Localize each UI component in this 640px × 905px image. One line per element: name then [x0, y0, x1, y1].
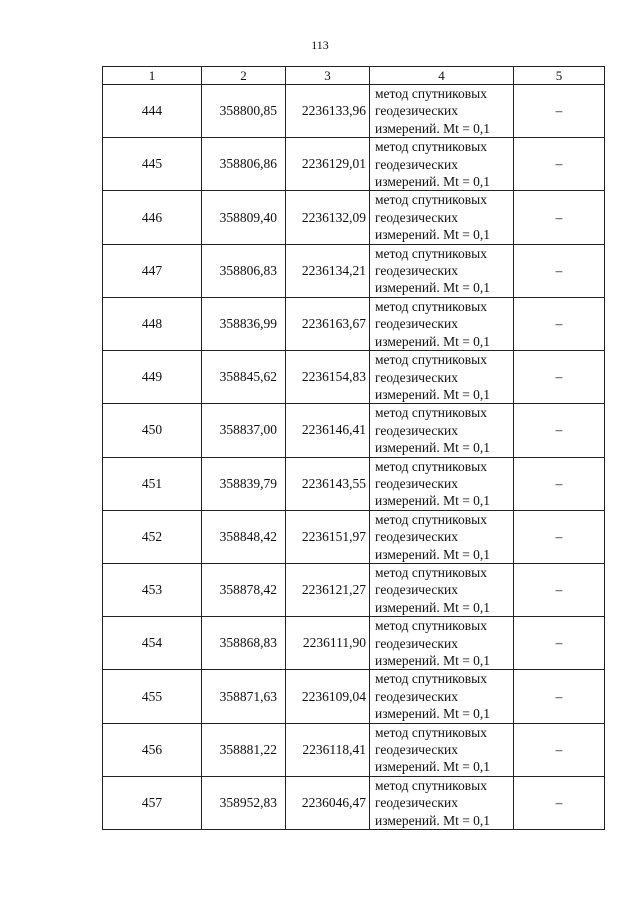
y-coordinate-cell: 2236118,41 — [286, 723, 370, 776]
y-coordinate-cell: 2236111,90 — [286, 617, 370, 670]
x-coordinate-cell: 358836,99 — [202, 297, 286, 350]
column-header: 4 — [370, 67, 514, 85]
table-row — [103, 563, 605, 616]
y-coordinate-cell: 2236046,47 — [286, 776, 370, 829]
x-coordinate-cell: 358839,79 — [202, 457, 286, 510]
note-cell: – — [514, 723, 605, 776]
y-coordinate-cell: 2236129,01 — [286, 138, 370, 191]
point-number-cell: 450 — [103, 404, 202, 457]
method-line: геодезических — [375, 475, 458, 491]
method-line: измерений. Mt = 0,1 — [375, 440, 491, 456]
method-line: геодезических — [375, 369, 458, 385]
method-line: метод спутниковых — [375, 564, 487, 580]
method-cell — [370, 85, 514, 138]
table-row — [103, 351, 605, 404]
x-coordinate-cell: 358845,62 — [202, 351, 286, 404]
method-line: метод спутниковых — [375, 298, 487, 314]
x-coordinate-cell: 358806,86 — [202, 138, 286, 191]
table-row — [103, 617, 605, 670]
y-coordinate-cell: 2236133,96 — [286, 85, 370, 138]
method-line: геодезических — [375, 209, 458, 225]
method-line: метод спутниковых — [375, 458, 487, 474]
point-number-cell: 451 — [103, 457, 202, 510]
method-cell — [370, 670, 514, 723]
point-number-cell: 449 — [103, 351, 202, 404]
note-cell: – — [514, 244, 605, 297]
point-number-cell: 454 — [103, 617, 202, 670]
method-cell — [370, 191, 514, 244]
y-coordinate-cell: 2236143,55 — [286, 457, 370, 510]
note-cell: – — [514, 351, 605, 404]
note-cell: – — [514, 670, 605, 723]
method-line: геодезических — [375, 742, 458, 758]
coordinates-table — [102, 66, 605, 830]
method-line: геодезических — [375, 582, 458, 598]
note-cell: – — [514, 297, 605, 350]
x-coordinate-cell: 358868,83 — [202, 617, 286, 670]
x-coordinate-cell: 358806,83 — [202, 244, 286, 297]
note-cell: – — [514, 510, 605, 563]
y-coordinate-cell: 2236151,97 — [286, 510, 370, 563]
method-line: измерений. Mt = 0,1 — [375, 493, 491, 509]
x-coordinate-cell: 358952,83 — [202, 776, 286, 829]
method-line: метод спутниковых — [375, 192, 487, 208]
method-line: измерений. Mt = 0,1 — [375, 706, 491, 722]
method-line: геодезических — [375, 635, 458, 651]
x-coordinate-cell: 358837,00 — [202, 404, 286, 457]
method-line: измерений. Mt = 0,1 — [375, 812, 491, 828]
note-cell: – — [514, 404, 605, 457]
method-line: геодезических — [375, 422, 458, 438]
point-number-cell: 457 — [103, 776, 202, 829]
column-header: 1 — [103, 67, 202, 85]
method-cell — [370, 563, 514, 616]
point-number-cell: 448 — [103, 297, 202, 350]
table-row — [103, 457, 605, 510]
point-number-cell: 447 — [103, 244, 202, 297]
method-line: метод спутниковых — [375, 618, 487, 634]
method-cell — [370, 244, 514, 297]
column-header: 2 — [202, 67, 286, 85]
method-line: метод спутниковых — [375, 777, 487, 793]
method-cell — [370, 617, 514, 670]
point-number-cell: 453 — [103, 563, 202, 616]
note-cell: – — [514, 563, 605, 616]
method-cell — [370, 723, 514, 776]
method-line: метод спутниковых — [375, 352, 487, 368]
column-header: 3 — [286, 67, 370, 85]
y-coordinate-cell: 2236132,09 — [286, 191, 370, 244]
method-line: измерений. Mt = 0,1 — [375, 227, 491, 243]
note-cell: – — [514, 617, 605, 670]
y-coordinate-cell: 2236146,41 — [286, 404, 370, 457]
point-number-cell: 452 — [103, 510, 202, 563]
point-number-cell: 446 — [103, 191, 202, 244]
method-cell — [370, 138, 514, 191]
method-line: геодезических — [375, 529, 458, 545]
table-row — [103, 670, 605, 723]
point-number-cell: 455 — [103, 670, 202, 723]
note-cell: – — [514, 457, 605, 510]
x-coordinate-cell: 358881,22 — [202, 723, 286, 776]
table-body — [103, 85, 605, 830]
method-cell — [370, 297, 514, 350]
table-row — [103, 297, 605, 350]
x-coordinate-cell: 358809,40 — [202, 191, 286, 244]
page-number: 113 — [311, 38, 329, 52]
method-cell — [370, 351, 514, 404]
method-line: измерений. Mt = 0,1 — [375, 333, 491, 349]
method-cell — [370, 457, 514, 510]
table-header-row — [103, 67, 605, 85]
method-cell — [370, 776, 514, 829]
column-header: 5 — [514, 67, 605, 85]
method-line: измерений. Mt = 0,1 — [375, 386, 491, 402]
x-coordinate-cell: 358871,63 — [202, 670, 286, 723]
method-line: метод спутниковых — [375, 245, 487, 261]
method-line: измерений. Mt = 0,1 — [375, 599, 491, 615]
note-cell: – — [514, 85, 605, 138]
method-line: измерений. Mt = 0,1 — [375, 759, 491, 775]
method-line: геодезических — [375, 103, 458, 119]
table-row — [103, 776, 605, 829]
table-row — [103, 404, 605, 457]
x-coordinate-cell: 358878,42 — [202, 563, 286, 616]
point-number-cell: 456 — [103, 723, 202, 776]
method-line: метод спутниковых — [375, 139, 487, 155]
y-coordinate-cell: 2236121,27 — [286, 563, 370, 616]
method-line: измерений. Mt = 0,1 — [375, 653, 491, 668]
table-row — [103, 191, 605, 244]
method-line: измерений. Mt = 0,1 — [375, 174, 491, 190]
note-cell: – — [514, 191, 605, 244]
table-row — [103, 723, 605, 776]
method-line: измерений. Mt = 0,1 — [375, 546, 491, 562]
method-line: геодезических — [375, 156, 458, 172]
method-line: метод спутниковых — [375, 511, 487, 527]
method-cell — [370, 404, 514, 457]
table-row — [103, 510, 605, 563]
method-line: геодезических — [375, 263, 458, 279]
method-line: геодезических — [375, 795, 458, 811]
method-line: геодезических — [375, 688, 458, 704]
table-row — [103, 138, 605, 191]
method-line: геодезических — [375, 316, 458, 332]
method-line: метод спутниковых — [375, 671, 487, 687]
y-coordinate-cell: 2236163,67 — [286, 297, 370, 350]
method-line: метод спутниковых — [375, 86, 487, 101]
y-coordinate-cell: 2236134,21 — [286, 244, 370, 297]
method-line: метод спутниковых — [375, 724, 487, 740]
method-line: метод спутниковых — [375, 405, 487, 421]
note-cell: – — [514, 138, 605, 191]
point-number-cell: 445 — [103, 138, 202, 191]
table-row — [103, 244, 605, 297]
y-coordinate-cell: 2236109,04 — [286, 670, 370, 723]
table-row — [103, 85, 605, 138]
y-coordinate-cell: 2236154,83 — [286, 351, 370, 404]
x-coordinate-cell: 358800,85 — [202, 85, 286, 138]
x-coordinate-cell: 358848,42 — [202, 510, 286, 563]
point-number-cell: 444 — [103, 85, 202, 138]
method-line: измерений. Mt = 0,1 — [375, 280, 491, 296]
method-cell — [370, 510, 514, 563]
note-cell: – — [514, 776, 605, 829]
method-line: измерений. Mt = 0,1 — [375, 120, 491, 136]
